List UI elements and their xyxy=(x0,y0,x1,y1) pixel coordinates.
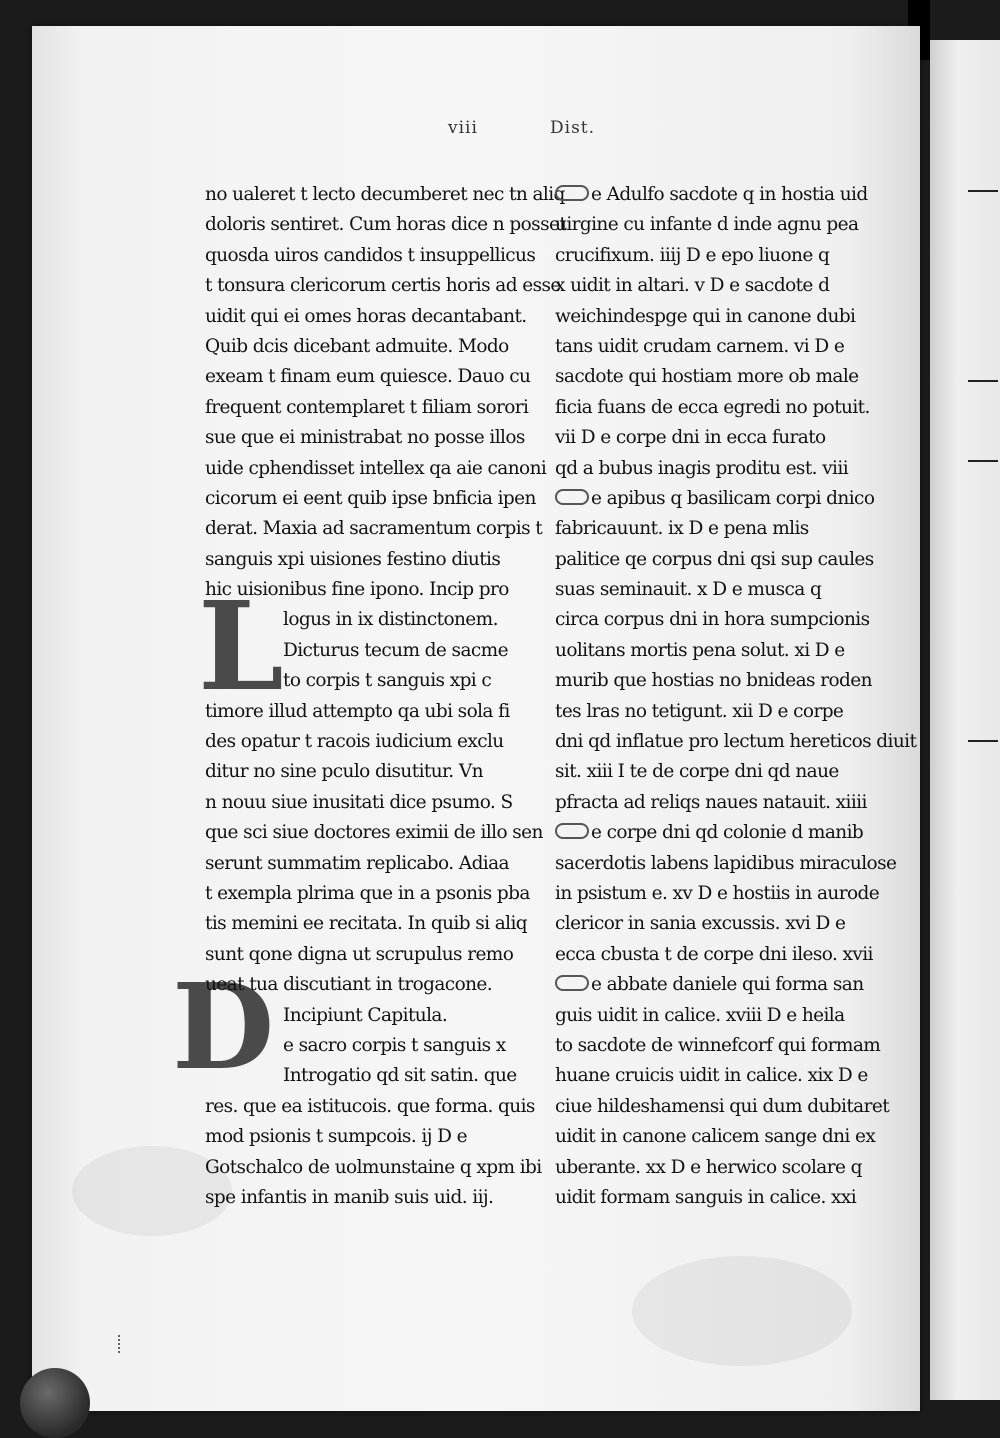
rubric-loop-icon xyxy=(555,823,589,839)
text-line: logus in ix distinctonem. xyxy=(283,609,498,631)
text-line: crucifixum. iiij D e epo liuone q xyxy=(555,244,830,266)
text-line: sunt qone digna ut scrupulus remo xyxy=(205,943,514,965)
text-line: uidit formam sanguis in calice. xxi xyxy=(555,1186,857,1208)
text-line: ecca cbusta t de corpe dni ileso. xvii xyxy=(555,943,873,965)
margin-annotation xyxy=(118,1335,134,1353)
text-line: quosda uiros candidos t insuppellicus xyxy=(205,244,536,266)
text-line: suas seminauit. x D e musca q xyxy=(555,579,822,601)
chapter-heading: Incipiunt Capitula. xyxy=(283,1004,448,1026)
text-line: sanguis xpi uisiones festino diutis xyxy=(205,548,501,570)
text-line: tans uidit crudam carnem. vi D e xyxy=(555,335,845,357)
text-line: exeam t finam eum quiesce. Dauo cu xyxy=(205,366,531,388)
text-line: frequent contemplaret t filiam sorori xyxy=(205,396,529,418)
text-line: tes lras no tetigunt. xii D e corpe xyxy=(555,700,844,722)
holding-thumb xyxy=(20,1368,90,1438)
text-line: weichindespge qui in canone dubi xyxy=(555,305,856,327)
text-line: uidit qui ei omes horas decantabant. xyxy=(205,305,527,327)
text-line: e abbate daniele qui forma san xyxy=(555,970,865,1000)
text-line: to sacdote de winnefcorf qui formam xyxy=(555,1034,881,1056)
text-line: Introgatio qd sit satin. que xyxy=(283,1065,517,1087)
rubric-loop-icon xyxy=(555,975,589,991)
text-line: murib que hostias no bnideas roden xyxy=(555,670,872,692)
text-line: e sacro corpis t sanguis x xyxy=(283,1034,506,1056)
illuminated-initial-l: L xyxy=(198,574,284,718)
text-line: Quib dcis dicebant admuite. Modo xyxy=(205,335,509,357)
text-line: e corpe dni qd colonie d manib xyxy=(555,818,865,848)
next-leaf-edge xyxy=(930,40,1000,1400)
text-line: qd a bubus inagis proditu est. viii xyxy=(555,457,849,479)
text-line: vii D e corpe dni in ecca furato xyxy=(555,427,826,449)
text-line: timore illud attempto qa ubi sola fi xyxy=(205,700,510,722)
text-line: x uidit in altari. v D e sacdote d xyxy=(555,275,830,297)
text-line: tis memini ee recitata. In quib si aliq xyxy=(205,913,528,935)
text-line: uide cphendisset intellex qa aie canoni xyxy=(205,457,547,479)
text-line: que sci siue doctores eximii de illo sen xyxy=(205,822,543,844)
text-line: in psistum e. xv D e hostiis in aurode xyxy=(555,882,880,904)
text-line: fabricauunt. ix D e pena mlis xyxy=(555,518,809,540)
text-line: res. que ea istitucois. que forma. quis xyxy=(205,1095,535,1117)
text-line: spe infantis in manib suis uid. iij. xyxy=(205,1186,494,1208)
text-line: mod psionis t sumpcois. ij D e xyxy=(205,1126,467,1148)
right-text-column xyxy=(555,180,917,1213)
running-head-left: viii xyxy=(448,118,478,138)
text-line: ditur no sine pculo disutitur. Vn xyxy=(205,761,483,783)
text-line: ciue hildeshamensi qui dum dubitaret xyxy=(555,1095,890,1117)
text-line: doloris sentiret. Cum horas dice n posset xyxy=(205,214,567,236)
text-line: no ualeret t lecto decumberet nec tn aliq xyxy=(205,184,565,205)
running-head xyxy=(420,118,660,142)
illuminated-initial-d: D xyxy=(172,957,275,1096)
text-line: pfracta ad reliqs naues natauit. xiiii xyxy=(555,791,867,813)
rubric-loop-icon xyxy=(555,185,589,201)
text-line: t tonsura clericorum certis horis ad esse xyxy=(205,275,561,297)
text-line: cicorum ei eent quib ipse bnficia ipen xyxy=(205,487,536,509)
text-line: circa corpus dni in hora sumpcionis xyxy=(555,609,870,631)
text-line: huane cruicis uidit in calice. xix D e xyxy=(555,1065,868,1087)
text-line: uirgine cu infante d inde agnu pea xyxy=(555,214,859,236)
text-line: sit. xiii I te de corpe dni qd naue xyxy=(555,761,839,783)
text-line: ficia fuans de ecca egredi no potuit. xyxy=(555,396,870,418)
text-line: Gotschalco de uolmunstaine q xpm ibi xyxy=(205,1156,542,1178)
text-line: sue que ei ministrabat no posse illos xyxy=(205,427,525,449)
text-line: Dicturus tecum de sacme xyxy=(283,639,508,661)
text-line: sacerdotis labens lapidibus miraculose xyxy=(555,852,897,874)
text-line: dni qd inflatue pro lectum hereticos diuit xyxy=(555,731,917,753)
text-line: e Adulfo sacdote q in hostia uid xyxy=(555,180,865,210)
text-line: palitice qe corpus dni qsi sup caules xyxy=(555,548,874,570)
text-line: uidit in canone calicem sange dni ex xyxy=(555,1126,876,1148)
text-line: serunt summatim replicabo. Adiaa xyxy=(205,852,509,874)
rubric-loop-icon xyxy=(555,489,589,505)
text-line: uberante. xx D e herwico scolare q xyxy=(555,1156,862,1178)
text-line: sacdote qui hostiam more ob male xyxy=(555,366,859,388)
text-line: guis uidit in calice. xviii D e heila xyxy=(555,1004,845,1026)
text-line: clericor in sania excussis. xvi D e xyxy=(555,913,846,935)
left-text-column xyxy=(205,180,567,1213)
text-line: to corpis t sanguis xpi c xyxy=(283,670,492,692)
running-head-right: Dist. xyxy=(550,118,596,138)
text-line: hic uisionibus fine ipono. Incip pro xyxy=(205,579,509,601)
text-line: t exempla plrima que in a psonis pba xyxy=(205,882,530,904)
text-line: e apibus q basilicam corpi dnico xyxy=(555,484,865,514)
text-line: des opatur t racois iudicium exclu xyxy=(205,731,504,753)
text-line: n nouu siue inusitati dice psumo. S xyxy=(205,791,513,813)
text-line: derat. Maxia ad sacramentum corpis t xyxy=(205,518,543,540)
text-line: uolitans mortis pena solut. xi D e xyxy=(555,639,845,661)
text-line: ueat tua discutiant in trogacone. xyxy=(205,974,493,996)
